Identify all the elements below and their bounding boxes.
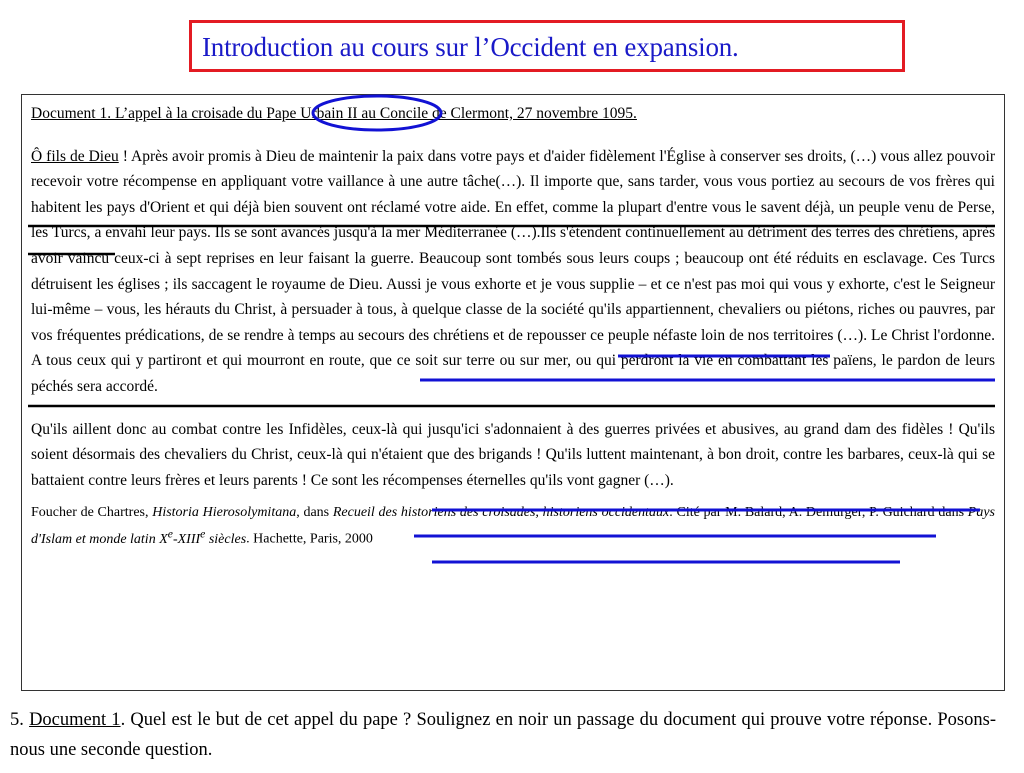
document-heading bbox=[31, 101, 995, 127]
source-author: Foucher de Chartres, bbox=[31, 505, 153, 521]
slide-title-box bbox=[189, 20, 905, 72]
heading-part: Document 1. L’appel à la croisade du bbox=[31, 105, 267, 122]
question-doc-ref: Document 1 bbox=[29, 710, 121, 730]
source-work: Historia Hierosolymitana bbox=[152, 505, 297, 521]
source-collection: Recueil des historiens des croisades, historiens occidentaux bbox=[332, 505, 670, 521]
document-source bbox=[31, 502, 995, 550]
question-number: 5. bbox=[10, 710, 30, 730]
question-text bbox=[10, 705, 996, 765]
source-text: . Cité par M. Balard, A. Demurger, P. Guichard dans bbox=[669, 505, 968, 521]
source-publisher: . Hachette, Paris, 2000 bbox=[246, 531, 373, 547]
document-paragraph-1 bbox=[31, 144, 995, 400]
document-body bbox=[31, 101, 995, 550]
source-book: Pays d'Islam et monde latin Xe-XIIIe siècles bbox=[31, 505, 995, 547]
heading-part: au Concile de Clermont, 27 novembre 1095. bbox=[357, 105, 637, 122]
document-frame bbox=[21, 94, 1005, 691]
paragraph-lead: Ô fils de Dieu bbox=[31, 147, 119, 165]
document-paragraph-2: Qu'ils aillent donc au combat contre les Infidèles, ceux-là qui jusqu'ici s'adonnaient à des guerres privées et abusives, au grand dam des fidèles ! Qu'ils soient désormais des chevaliers du Christ, ceux-là qui n'étaient que des brigands ! Qu'ils luttent maintenant, à bon droit, contre les barbares, ceux-là qui se battaient contre leurs frères et leurs parents ! Ce sont les récompenses éternelles qu'ils vont gagner (…). bbox=[31, 420, 995, 489]
heading-pope-name: Pape Urbain II bbox=[266, 105, 358, 122]
source-text: , dans bbox=[296, 505, 333, 521]
slide-title: Introduction au cours sur l’Occident en expansion. bbox=[202, 32, 739, 62]
question-body: . Quel est le but de cet appel du pape ? Soulignez en noir un passage du document qui prouve votre réponse. Posons-nous une seconde question. bbox=[10, 710, 996, 760]
paragraph-text: ! Après avoir promis à Dieu de maintenir la paix dans votre pays et d'aider fidèlement l'Église à conserver ses droits, (…) vous allez pouvoir recevoir votre récompense en appliquant votre vaillance à une autre tâche(…). Il importe que, sans tarder, vous vous portiez au secours de vos frères qui habitent les pays d'Orient et qui déjà bien souvent ont réclamé votre aide. En effet, comme la plupart d'entre vous le savent déjà, un peuple venu de Perse, les Turcs, a envahi leur pays. Ils se sont avancés jusqu'à la mer Méditerranée (…).Ils s'étendent continuellement au détriment des terres des chrétiens, après avoir vaincu ceux-ci à sept reprises en leur faisant la guerre. Beaucoup sont tombés sous leurs coups ; beaucoup ont été réduits en esclavage. Ces Turcs détruisent les églises ; ils saccagent le royaume de Dieu. Aussi je vous exhorte et je vous supplie – et ce n'est pas moi qui vous y exhorte, c'est le Seigneur lui-même – vous, les hérauts du Christ, à persuader à tous, à quelque classe de la société qu'ils appartiennent, chevaliers ou piétons, riches ou pauvres, par vos fréquentes prédications, de se rendre à temps au secours des chrétiens et de repousser ce peuple néfaste loin de nos territoires (…). Le Christ l'ordonne. A tous ceux qui y partiront et qui mourront en route, que ce soit sur terre ou sur mer, ou qui perdront la vie en combattant les païens, le pardon de leurs péchés sera accordé. bbox=[31, 147, 996, 395]
